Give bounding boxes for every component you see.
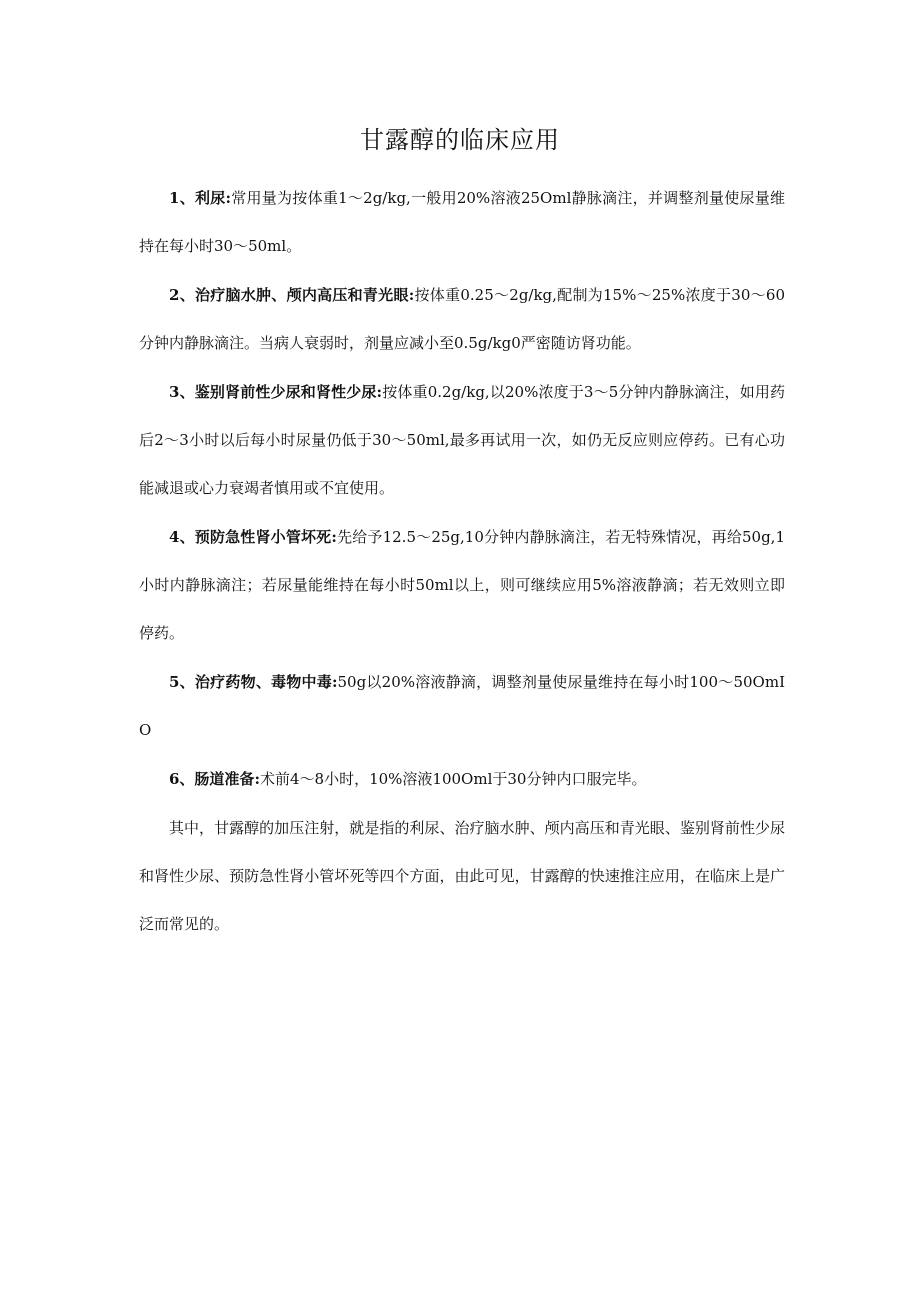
item-heading: 4、预防急性肾小管坏死: [169,528,337,546]
item-text: 按体重0.2g/kg,以20%浓度于3～5分钟内静脉滴注，如用药后2～3小时以后每小时尿量仍低于30～50ml,最多再试用一次，如仍无反应则应停药。已有心功能减退或心力衰竭者慎用或不宜使用。 [139,383,785,497]
item-text: 按体重0.25～2g/kg,配制为15%～25%浓度于30～60分钟内静脉滴注。当病人衰弱时，剂量应减小至0.5g/kg0严密随访肾功能。 [139,286,785,352]
item-oliguria-differentiation [139,368,785,512]
item-text: 先给予12.5～25g,10分钟内静脉滴注，若无特殊情况，再给50g,1小时内静脉滴注；若尿量能维持在每小时50ml以上，则可继续应用5%溶液静滴；若无效则立即停药。 [139,528,785,642]
item-heading: 2、治疗脑水肿、颅内高压和青光眼: [169,286,415,304]
item-heading: 1、利尿: [169,189,232,207]
item-tubular-necrosis-prevention [139,513,785,657]
summary-paragraph: 其中，甘露醇的加压注射，就是指的利尿、治疗脑水肿、颅内高压和青光眼、鉴别肾前性少尿和肾性少尿、预防急性肾小管坏死等四个方面，由此可见，甘露醇的快速推注应用，在临床上是广泛而常见的。 [139,819,785,933]
item-heading: 3、鉴别肾前性少尿和肾性少尿: [169,383,383,401]
item-bowel-preparation [139,755,785,803]
item-text: 常用量为按体重1～2g/kg,一般用20%溶液25Oml静脉滴注，并调整剂量使尿量维持在每小时30～50ml。 [139,189,785,255]
item-diuresis [139,174,785,270]
item-text: 50g以20%溶液静滴，调整剂量使尿量维持在每小时100～50OmIO [139,673,785,739]
item-cerebral-edema [139,271,785,367]
document-body [139,174,785,949]
document-title: 甘露醇的临床应用 [360,126,560,154]
item-poisoning [139,658,785,754]
item-text: 术前4～8小时，10%溶液100Oml于30分钟内口服完毕。 [259,770,647,788]
item-heading: 5、治疗药物、毒物中毒: [169,673,338,691]
item-heading: 6、肠道准备: [169,770,260,788]
